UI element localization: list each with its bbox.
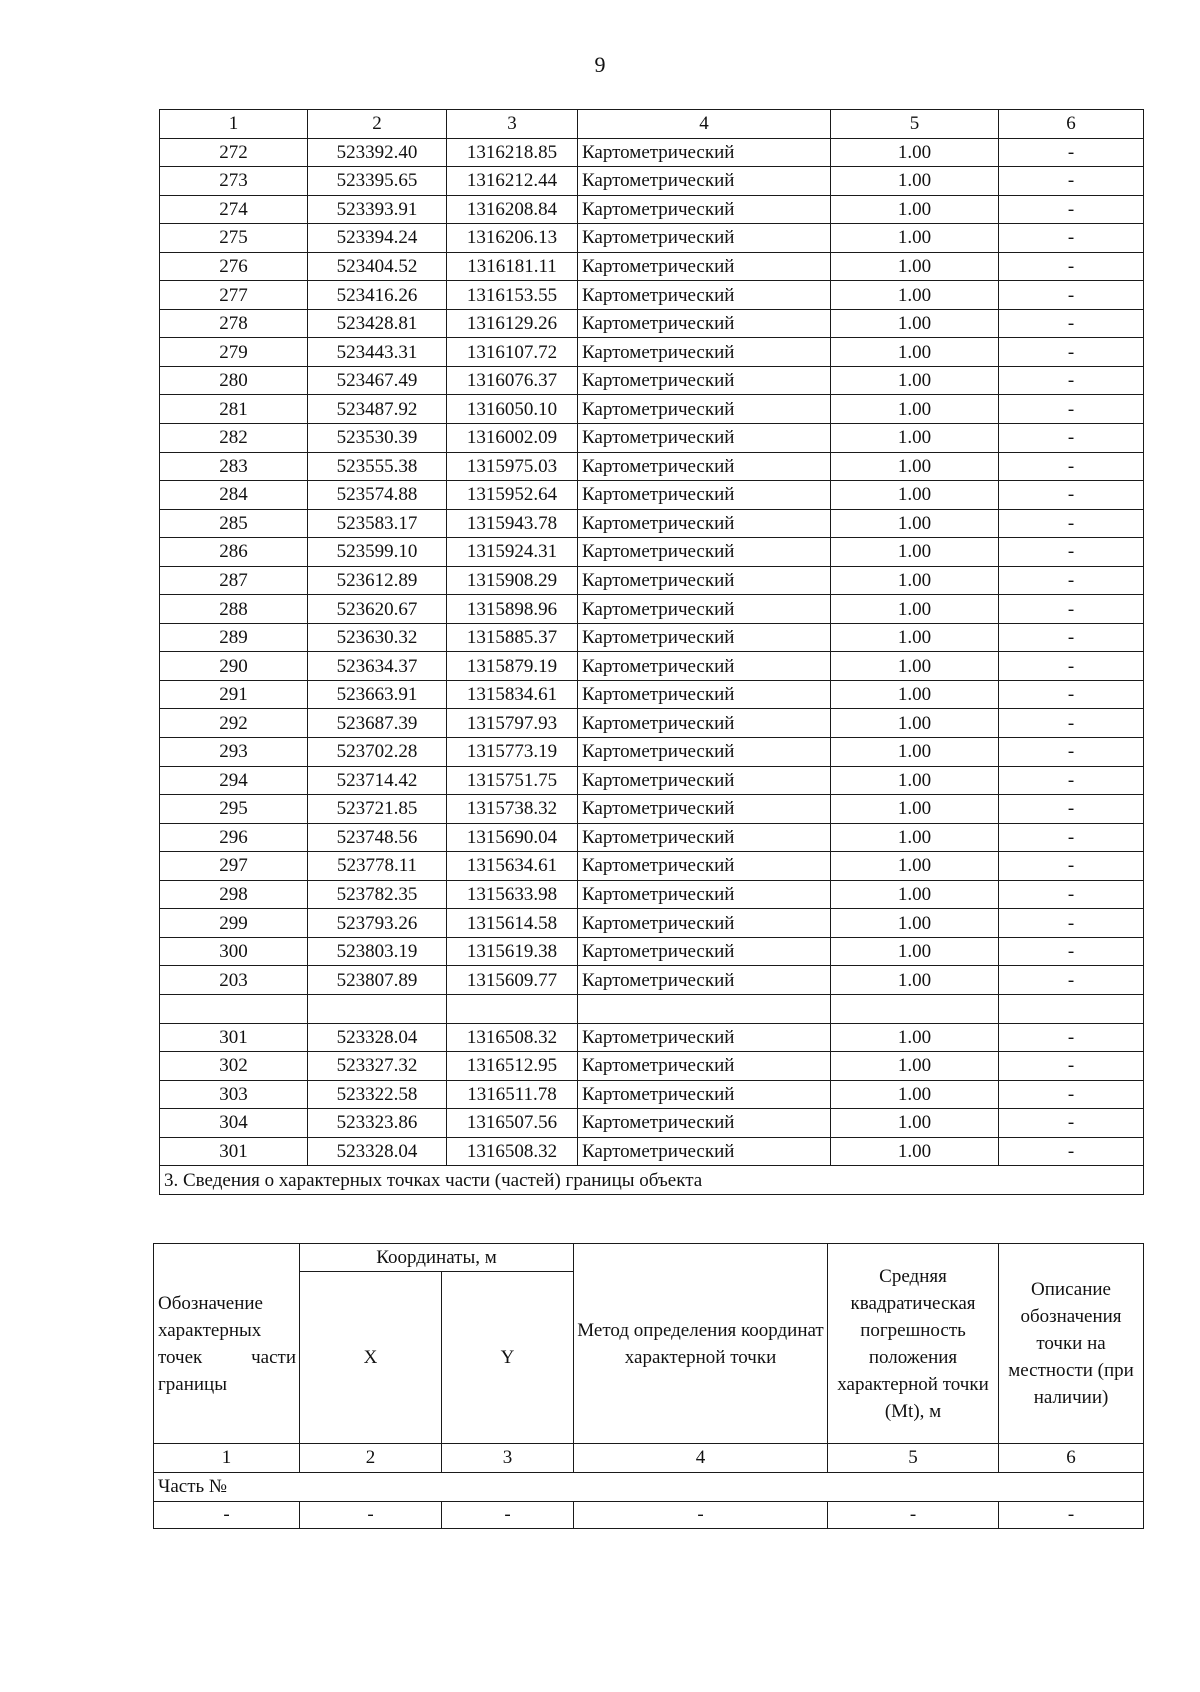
- table-row: [160, 195, 1144, 224]
- mean-error-cell: 1.00: [831, 167, 999, 196]
- part-number-row: [154, 1473, 1144, 1502]
- description-cell: -: [999, 224, 1144, 253]
- mean-error-cell: 1.00: [831, 1109, 999, 1138]
- description-cell: -: [999, 338, 1144, 367]
- table-row: [160, 595, 1144, 624]
- part-empty-data-row: [154, 1502, 1144, 1529]
- y-coordinate-cell: 1315614.58: [447, 909, 578, 938]
- x-coordinate-cell: 523530.39: [308, 424, 447, 453]
- table-row: [160, 509, 1144, 538]
- point-number-cell: 203: [160, 966, 308, 995]
- part-column-number: 2: [300, 1444, 442, 1473]
- point-number-cell: 274: [160, 195, 308, 224]
- y-coordinate-cell: 1316002.09: [447, 424, 578, 453]
- table-row: [160, 309, 1144, 338]
- x-coordinate-cell: 523404.52: [308, 252, 447, 281]
- part-column-number: 1: [154, 1444, 300, 1473]
- mean-error-cell: 1.00: [831, 623, 999, 652]
- method-cell: Картометрический: [578, 338, 831, 367]
- description-cell: -: [999, 1052, 1144, 1081]
- method-header: Метод определения координат характерной точки: [574, 1244, 828, 1444]
- table-row: [160, 709, 1144, 738]
- point-number-cell: 297: [160, 852, 308, 881]
- x-coordinate-cell: 523803.19: [308, 937, 447, 966]
- x-coordinate-cell: 523487.92: [308, 395, 447, 424]
- mean-error-cell: 1.00: [831, 452, 999, 481]
- method-cell: Картометрический: [578, 1080, 831, 1109]
- table-row: [160, 1109, 1144, 1138]
- mean-error-cell: 1.00: [831, 1023, 999, 1052]
- x-coordinate-cell: 523443.31: [308, 338, 447, 367]
- header-cell-5: 5: [831, 110, 999, 139]
- method-cell: Картометрический: [578, 452, 831, 481]
- y-coordinate-cell: 1316153.55: [447, 281, 578, 310]
- x-coordinate-cell: 523395.65: [308, 167, 447, 196]
- x-coordinate-cell: [308, 994, 447, 1023]
- header-cell-3: 3: [447, 110, 578, 139]
- part-column-number: 4: [574, 1444, 828, 1473]
- description-cell: -: [999, 795, 1144, 824]
- x-coordinate-cell: 523328.04: [308, 1137, 447, 1166]
- method-cell: Картометрический: [578, 252, 831, 281]
- mean-error-cell: 1.00: [831, 338, 999, 367]
- y-coordinate-cell: 1316512.95: [447, 1052, 578, 1081]
- table-row: [160, 167, 1144, 196]
- x-coordinate-cell: 523793.26: [308, 909, 447, 938]
- section-3-title-row: [160, 1166, 1144, 1195]
- description-cell: -: [999, 766, 1144, 795]
- part-column-numbers-row: [154, 1444, 1144, 1473]
- method-cell: Картометрический: [578, 595, 831, 624]
- section-3-title: 3. Сведения о характерных точках части (частей) границы объекта: [160, 1166, 1144, 1195]
- point-number-cell: 286: [160, 538, 308, 567]
- table-row: [160, 338, 1144, 367]
- y-coordinate-cell: 1315943.78: [447, 509, 578, 538]
- x-coordinate-cell: 523702.28: [308, 738, 447, 767]
- table-row: [160, 138, 1144, 167]
- table-row: [160, 909, 1144, 938]
- table-row: [160, 224, 1144, 253]
- method-cell: Картометрический: [578, 1137, 831, 1166]
- mean-error-cell: 1.00: [831, 738, 999, 767]
- part-data-cell: -: [574, 1502, 828, 1529]
- point-number-cell: 282: [160, 424, 308, 453]
- description-cell: -: [999, 909, 1144, 938]
- x-coordinate-cell: 523394.24: [308, 224, 447, 253]
- table-row: [160, 481, 1144, 510]
- method-cell: [578, 994, 831, 1023]
- mean-error-cell: 1.00: [831, 766, 999, 795]
- mean-error-cell: 1.00: [831, 937, 999, 966]
- x-coordinate-cell: 523392.40: [308, 138, 447, 167]
- mean-error-cell: 1.00: [831, 309, 999, 338]
- description-cell: -: [999, 138, 1144, 167]
- coordinates-header: Координаты, м: [300, 1244, 574, 1272]
- description-cell: -: [999, 538, 1144, 567]
- point-designation-header: Обозначение характерных точек части границы: [154, 1244, 300, 1444]
- y-header: Y: [442, 1272, 574, 1444]
- method-cell: Картометрический: [578, 852, 831, 881]
- description-cell: -: [999, 309, 1144, 338]
- x-coordinate-cell: 523620.67: [308, 595, 447, 624]
- mean-error-cell: 1.00: [831, 595, 999, 624]
- mean-error-cell: 1.00: [831, 252, 999, 281]
- mean-error-cell: 1.00: [831, 281, 999, 310]
- x-coordinate-cell: 523630.32: [308, 623, 447, 652]
- y-coordinate-cell: 1315619.38: [447, 937, 578, 966]
- point-number-cell: 280: [160, 366, 308, 395]
- description-cell: -: [999, 1080, 1144, 1109]
- part-column-number: 5: [828, 1444, 999, 1473]
- y-coordinate-cell: 1316508.32: [447, 1023, 578, 1052]
- y-coordinate-cell: 1316050.10: [447, 395, 578, 424]
- x-coordinate-cell: 523467.49: [308, 366, 447, 395]
- description-cell: -: [999, 738, 1144, 767]
- description-cell: -: [999, 880, 1144, 909]
- point-number-cell: 296: [160, 823, 308, 852]
- y-coordinate-cell: 1316212.44: [447, 167, 578, 196]
- description-cell: [999, 994, 1144, 1023]
- description-cell: -: [999, 566, 1144, 595]
- point-number-cell: 275: [160, 224, 308, 253]
- mean-error-cell: 1.00: [831, 966, 999, 995]
- mean-error-cell: 1.00: [831, 823, 999, 852]
- point-number-cell: 294: [160, 766, 308, 795]
- table-row: [160, 252, 1144, 281]
- x-coordinate-cell: 523782.35: [308, 880, 447, 909]
- y-coordinate-cell: 1315738.32: [447, 795, 578, 824]
- table-row: [160, 424, 1144, 453]
- mean-error-cell: 1.00: [831, 366, 999, 395]
- method-cell: Картометрический: [578, 937, 831, 966]
- table-row: [160, 738, 1144, 767]
- x-coordinate-cell: 523778.11: [308, 852, 447, 881]
- method-cell: Картометрический: [578, 623, 831, 652]
- description-cell: -: [999, 167, 1144, 196]
- y-coordinate-cell: 1315751.75: [447, 766, 578, 795]
- method-cell: Картометрический: [578, 309, 831, 338]
- method-cell: Картометрический: [578, 224, 831, 253]
- header-cell-1: 1: [160, 110, 308, 139]
- mean-error-cell: 1.00: [831, 509, 999, 538]
- table-row: [160, 1052, 1144, 1081]
- method-cell: Картометрический: [578, 1052, 831, 1081]
- mean-error-cell: 1.00: [831, 566, 999, 595]
- coordinates-table-body: [160, 110, 1144, 1166]
- method-cell: Картометрический: [578, 395, 831, 424]
- point-number-cell: 276: [160, 252, 308, 281]
- x-coordinate-cell: 523599.10: [308, 538, 447, 567]
- point-number-cell: 284: [160, 481, 308, 510]
- description-cell: -: [999, 366, 1144, 395]
- method-cell: Картометрический: [578, 709, 831, 738]
- part-header-row-1: [154, 1244, 1144, 1272]
- table-row: [160, 852, 1144, 881]
- y-coordinate-cell: 1315898.96: [447, 595, 578, 624]
- header-cell-2: 2: [308, 110, 447, 139]
- x-coordinate-cell: 523428.81: [308, 309, 447, 338]
- mean-error-cell: 1.00: [831, 395, 999, 424]
- method-cell: Картометрический: [578, 1023, 831, 1052]
- point-number-cell: 301: [160, 1023, 308, 1052]
- x-coordinate-cell: 523807.89: [308, 966, 447, 995]
- description-cell: -: [999, 937, 1144, 966]
- table-row: [160, 566, 1144, 595]
- point-number-cell: 298: [160, 880, 308, 909]
- point-number-cell: 299: [160, 909, 308, 938]
- table-row: [160, 1137, 1144, 1166]
- mean-error-cell: 1.00: [831, 909, 999, 938]
- y-coordinate-cell: 1315924.31: [447, 538, 578, 567]
- description-cell: -: [999, 652, 1144, 681]
- description-cell: -: [999, 452, 1144, 481]
- method-cell: Картометрический: [578, 680, 831, 709]
- method-cell: Картометрический: [578, 823, 831, 852]
- mean-error-cell: [831, 994, 999, 1023]
- table-row: [160, 937, 1144, 966]
- table-row: [160, 281, 1144, 310]
- method-cell: Картометрический: [578, 195, 831, 224]
- table-row: [160, 538, 1144, 567]
- x-coordinate-cell: 523634.37: [308, 652, 447, 681]
- point-number-cell: 288: [160, 595, 308, 624]
- description-cell: -: [999, 195, 1144, 224]
- x-coordinate-cell: 523574.88: [308, 481, 447, 510]
- point-number-cell: 277: [160, 281, 308, 310]
- y-coordinate-cell: 1316076.37: [447, 366, 578, 395]
- x-coordinate-cell: 523748.56: [308, 823, 447, 852]
- point-number-cell: 300: [160, 937, 308, 966]
- table-row: [160, 623, 1144, 652]
- x-coordinate-cell: 523714.42: [308, 766, 447, 795]
- y-coordinate-cell: 1316508.32: [447, 1137, 578, 1166]
- table-row: [160, 1023, 1144, 1052]
- y-coordinate-cell: 1315634.61: [447, 852, 578, 881]
- description-cell: -: [999, 252, 1144, 281]
- method-cell: Картометрический: [578, 167, 831, 196]
- x-coordinate-cell: 523323.86: [308, 1109, 447, 1138]
- description-cell: -: [999, 680, 1144, 709]
- description-cell: -: [999, 281, 1144, 310]
- description-cell: -: [999, 966, 1144, 995]
- y-coordinate-cell: 1316511.78: [447, 1080, 578, 1109]
- description-cell: -: [999, 1137, 1144, 1166]
- y-coordinate-cell: 1315952.64: [447, 481, 578, 510]
- part-data-cell: -: [300, 1502, 442, 1529]
- part-column-number: 6: [999, 1444, 1144, 1473]
- method-cell: Картометрический: [578, 795, 831, 824]
- table-row: [160, 652, 1144, 681]
- point-number-cell: 287: [160, 566, 308, 595]
- method-cell: Картометрический: [578, 366, 831, 395]
- mean-error-cell: 1.00: [831, 652, 999, 681]
- x-coordinate-cell: 523322.58: [308, 1080, 447, 1109]
- y-coordinate-cell: 1315975.03: [447, 452, 578, 481]
- method-cell: Картометрический: [578, 138, 831, 167]
- point-number-cell: 303: [160, 1080, 308, 1109]
- mean-error-cell: 1.00: [831, 138, 999, 167]
- mean-error-cell: 1.00: [831, 538, 999, 567]
- part-data-cell: -: [999, 1502, 1144, 1529]
- point-number-cell: 291: [160, 680, 308, 709]
- x-coordinate-cell: 523687.39: [308, 709, 447, 738]
- x-coordinate-cell: 523555.38: [308, 452, 447, 481]
- description-cell: -: [999, 509, 1144, 538]
- mean-error-header: Средняя квадратическая погрешность положения характерной точки (Mt), м: [828, 1244, 999, 1444]
- mean-error-cell: 1.00: [831, 424, 999, 453]
- point-number-cell: 304: [160, 1109, 308, 1138]
- x-coordinate-cell: 523721.85: [308, 795, 447, 824]
- description-cell: -: [999, 395, 1144, 424]
- header-cell-6: 6: [999, 110, 1144, 139]
- table-row: [160, 823, 1144, 852]
- mean-error-cell: 1.00: [831, 195, 999, 224]
- method-cell: Картометрический: [578, 538, 831, 567]
- mean-error-cell: 1.00: [831, 852, 999, 881]
- method-cell: Картометрический: [578, 481, 831, 510]
- table-row: [160, 966, 1144, 995]
- y-coordinate-cell: [447, 994, 578, 1023]
- description-cell: -: [999, 481, 1144, 510]
- method-cell: Картометрический: [578, 766, 831, 795]
- part-points-table: [153, 1243, 1144, 1529]
- description-cell: -: [999, 623, 1144, 652]
- y-coordinate-cell: 1315908.29: [447, 566, 578, 595]
- point-number-cell: [160, 994, 308, 1023]
- description-cell: -: [999, 852, 1144, 881]
- x-coordinate-cell: 523663.91: [308, 680, 447, 709]
- point-number-cell: 281: [160, 395, 308, 424]
- coordinates-table: [159, 109, 1144, 1195]
- part-data-cell: -: [442, 1502, 574, 1529]
- table-row: [160, 366, 1144, 395]
- page-number: 9: [594, 52, 606, 77]
- header-cell-4: 4: [578, 110, 831, 139]
- table-row: [160, 395, 1144, 424]
- mean-error-cell: 1.00: [831, 481, 999, 510]
- method-cell: Картометрический: [578, 281, 831, 310]
- x-coordinate-cell: 523583.17: [308, 509, 447, 538]
- table-row: [160, 680, 1144, 709]
- y-coordinate-cell: 1315797.93: [447, 709, 578, 738]
- table-row: [160, 795, 1144, 824]
- point-number-cell: 290: [160, 652, 308, 681]
- method-cell: Картометрический: [578, 424, 831, 453]
- mean-error-cell: 1.00: [831, 1052, 999, 1081]
- point-number-cell: 292: [160, 709, 308, 738]
- mean-error-cell: 1.00: [831, 1137, 999, 1166]
- description-cell: -: [999, 1109, 1144, 1138]
- table-row: [160, 880, 1144, 909]
- point-number-cell: 302: [160, 1052, 308, 1081]
- point-number-cell: 285: [160, 509, 308, 538]
- point-number-cell: 283: [160, 452, 308, 481]
- method-cell: Картометрический: [578, 652, 831, 681]
- part-data-cell: -: [828, 1502, 999, 1529]
- y-coordinate-cell: 1316208.84: [447, 195, 578, 224]
- point-number-cell: 278: [160, 309, 308, 338]
- point-number-cell: 301: [160, 1137, 308, 1166]
- y-coordinate-cell: 1316507.56: [447, 1109, 578, 1138]
- mean-error-cell: 1.00: [831, 224, 999, 253]
- mean-error-cell: 1.00: [831, 880, 999, 909]
- point-number-cell: 289: [160, 623, 308, 652]
- mean-error-cell: 1.00: [831, 680, 999, 709]
- x-coordinate-cell: 523393.91: [308, 195, 447, 224]
- point-number-cell: 295: [160, 795, 308, 824]
- x-coordinate-cell: 523328.04: [308, 1023, 447, 1052]
- y-coordinate-cell: 1315885.37: [447, 623, 578, 652]
- y-coordinate-cell: 1315690.04: [447, 823, 578, 852]
- table-row: [160, 1080, 1144, 1109]
- method-cell: Картометрический: [578, 738, 831, 767]
- point-number-cell: 279: [160, 338, 308, 367]
- method-cell: Картометрический: [578, 509, 831, 538]
- y-coordinate-cell: 1316107.72: [447, 338, 578, 367]
- part-column-number: 3: [442, 1444, 574, 1473]
- description-cell: -: [999, 823, 1144, 852]
- table-row: [160, 994, 1144, 1023]
- y-coordinate-cell: 1316181.11: [447, 252, 578, 281]
- y-coordinate-cell: 1316129.26: [447, 309, 578, 338]
- method-cell: Картометрический: [578, 566, 831, 595]
- mean-error-cell: 1.00: [831, 709, 999, 738]
- table-row: [160, 766, 1144, 795]
- mean-error-cell: 1.00: [831, 1080, 999, 1109]
- description-cell: -: [999, 424, 1144, 453]
- x-coordinate-cell: 523612.89: [308, 566, 447, 595]
- point-number-cell: 272: [160, 138, 308, 167]
- y-coordinate-cell: 1316206.13: [447, 224, 578, 253]
- mean-error-cell: 1.00: [831, 795, 999, 824]
- y-coordinate-cell: 1316218.85: [447, 138, 578, 167]
- y-coordinate-cell: 1315879.19: [447, 652, 578, 681]
- part-number-label: Часть №: [154, 1473, 1144, 1502]
- table-header-row: [160, 110, 1144, 139]
- y-coordinate-cell: 1315633.98: [447, 880, 578, 909]
- method-cell: Картометрический: [578, 966, 831, 995]
- point-description-header: Описание обозначения точки на местности (при наличии): [999, 1244, 1144, 1444]
- point-number-cell: 293: [160, 738, 308, 767]
- point-number-cell: 273: [160, 167, 308, 196]
- y-coordinate-cell: 1315773.19: [447, 738, 578, 767]
- y-coordinate-cell: 1315609.77: [447, 966, 578, 995]
- y-coordinate-cell: 1315834.61: [447, 680, 578, 709]
- description-cell: -: [999, 709, 1144, 738]
- method-cell: Картометрический: [578, 1109, 831, 1138]
- x-coordinate-cell: 523327.32: [308, 1052, 447, 1081]
- table-row: [160, 452, 1144, 481]
- method-cell: Картометрический: [578, 909, 831, 938]
- method-cell: Картометрический: [578, 880, 831, 909]
- part-data-cell: -: [154, 1502, 300, 1529]
- x-coordinate-cell: 523416.26: [308, 281, 447, 310]
- x-header: X: [300, 1272, 442, 1444]
- description-cell: -: [999, 595, 1144, 624]
- description-cell: -: [999, 1023, 1144, 1052]
